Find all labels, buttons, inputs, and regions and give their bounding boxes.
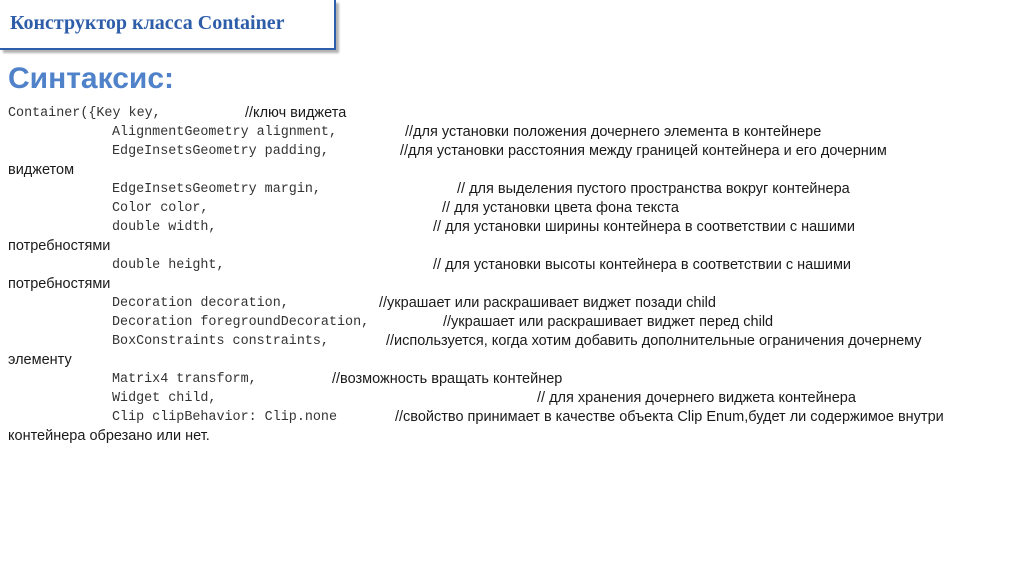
code-line [8,104,1018,123]
code-text: Color color, [112,201,209,216]
title-box [0,0,336,50]
code-line-continuation [8,275,1018,294]
code-text: EdgeInsetsGeometry margin, [112,182,321,197]
code-comment: // для хранения дочернего виджета контейнера [537,390,856,406]
code-text: Clip clipBehavior: Clip.none [112,410,337,425]
code-comment: //украшает или раскрашивает виджет позади child [379,295,716,311]
code-text: double width, [112,220,217,235]
code-text: Decoration decoration, [112,296,289,311]
code-comment-continuation: потребностями [8,238,111,254]
code-comment: //свойство принимает в качестве объекта Clip Enum,будет ли содержимое внутри [395,409,944,425]
code-comment-continuation: контейнера обрезано или нет. [8,428,210,444]
code-comment-continuation: элементу [8,352,72,368]
code-text: Matrix4 transform, [112,372,257,387]
code-text: Widget child, [112,391,217,406]
code-line [8,142,1018,161]
code-text: Container({Key key, [8,106,161,121]
code-comment: // для установки ширины контейнера в соответствии с нашими [433,219,855,235]
syntax-code-block [8,104,1018,446]
code-line [8,389,1018,408]
code-line [8,294,1018,313]
code-line [8,313,1018,332]
slide-title: Конструктор класса Container [10,12,285,34]
code-comment: // для выделения пустого пространства вокруг контейнера [457,181,850,197]
code-line [8,199,1018,218]
code-comment: //используется, когда хотим добавить дополнительные ограничения дочернему [386,333,922,349]
code-line [8,218,1018,237]
code-comment-continuation: потребностями [8,276,111,292]
code-comment: // для установки цвета фона текста [442,200,679,216]
code-text: EdgeInsetsGeometry padding, [112,144,329,159]
code-line-continuation [8,351,1018,370]
code-comment: //для установки положения дочернего элемента в контейнере [405,124,822,140]
code-text: Decoration foregroundDecoration, [112,315,370,330]
code-comment: //возможность вращать контейнер [332,371,563,387]
code-text: AlignmentGeometry alignment, [112,125,337,140]
code-line-continuation [8,427,1018,446]
code-text: BoxConstraints constraints, [112,334,329,349]
code-line [8,370,1018,389]
code-text: double height, [112,258,225,273]
code-line [8,332,1018,351]
code-line-continuation [8,237,1018,256]
code-comment: //ключ виджета [245,105,347,121]
code-line [8,408,1018,427]
code-line-continuation [8,161,1018,180]
code-comment: //для установки расстояния между границей контейнера и его дочерним [400,143,887,159]
syntax-heading: Синтаксис: [8,62,175,95]
code-comment: //украшает или раскрашивает виджет перед child [443,314,774,330]
code-comment: // для установки высоты контейнера в соответствии с нашими [433,257,852,273]
code-line [8,123,1018,142]
code-comment-continuation: виджетом [8,162,75,178]
code-line [8,256,1018,275]
code-line [8,180,1018,199]
